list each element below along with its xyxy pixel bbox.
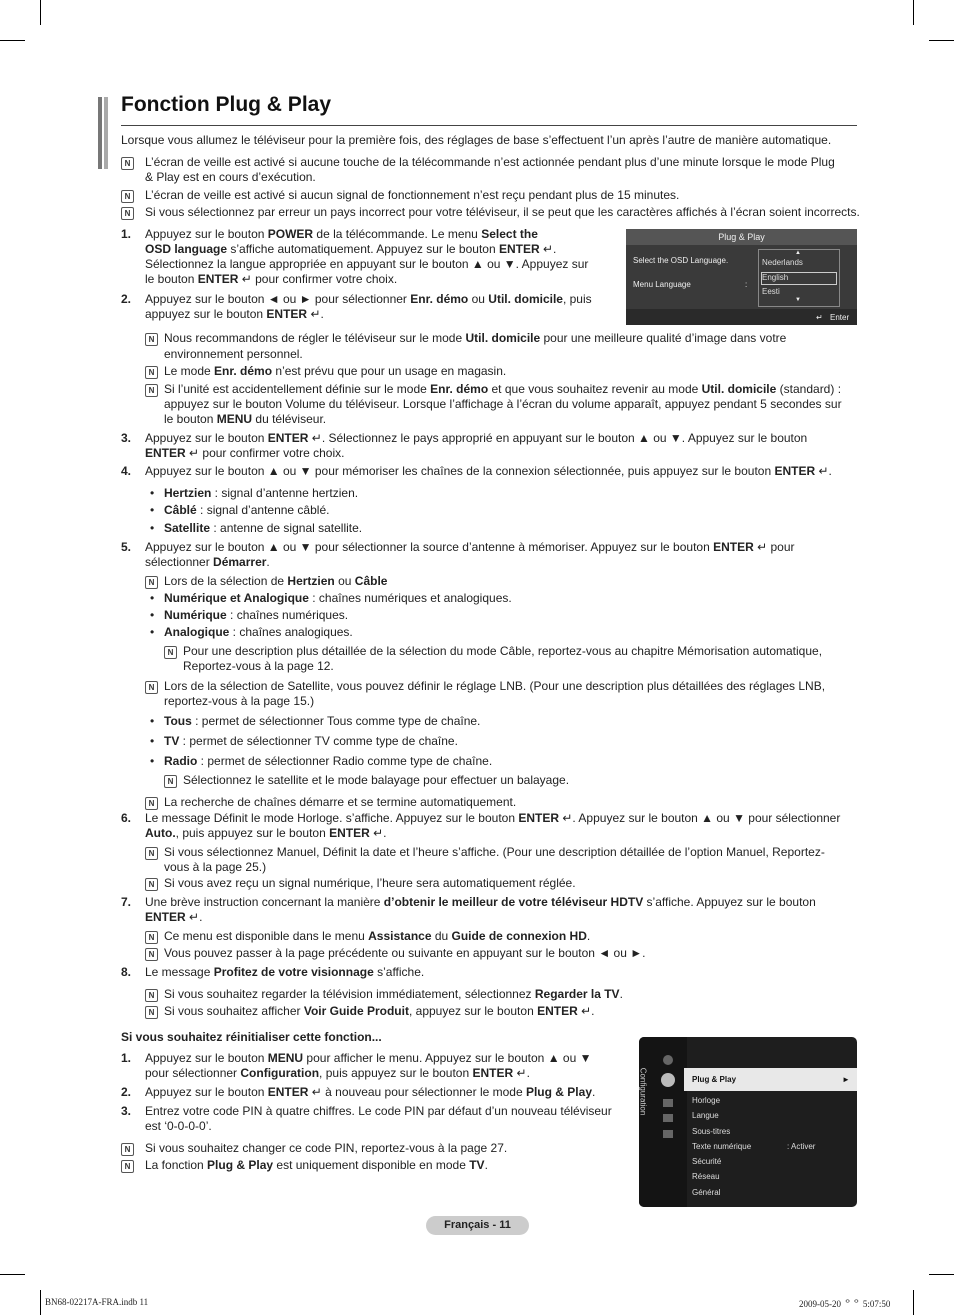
arrow-up-icon: ▲ bbox=[795, 250, 801, 256]
osd-colon: : bbox=[745, 280, 748, 289]
bullet-icon: • bbox=[150, 591, 155, 605]
note bbox=[145, 845, 158, 860]
note-icon: N bbox=[121, 207, 134, 220]
reset-step-3-line-1: Entrez votre code PIN à quatre chiffres. Le code PIN par défaut d’un nouveau téléviseur bbox=[145, 1104, 612, 1118]
note-icon: N bbox=[145, 384, 158, 397]
help-icon bbox=[663, 1130, 673, 1138]
bullet-icon: • bbox=[150, 521, 155, 535]
note-icon: N bbox=[145, 847, 158, 860]
note-icon: N bbox=[145, 1006, 158, 1019]
menu-item-horloge[interactable]: Horloge bbox=[692, 1096, 721, 1105]
step-number: 3. bbox=[121, 431, 132, 445]
bullet-text: Numérique et Analogique : chaînes numériques et analogiques. bbox=[164, 591, 512, 605]
reset-heading: Si vous souhaitez réinitialiser cette fonction... bbox=[121, 1030, 382, 1044]
note-icon: N bbox=[145, 576, 158, 589]
step-5-line-1: Appuyez sur le bouton ▲ ou ▼ pour sélectionner la source d’antenne à mémoriser. Appuyez sur le bouton ENTER ↵ pour bbox=[145, 540, 795, 554]
note-text-cont: le bouton MENU du téléviseur. bbox=[164, 412, 327, 426]
bullet-text: Satellite : antenne de signal satellite. bbox=[164, 521, 363, 535]
step-2-line-1: Appuyez sur le bouton ◄ ou ► pour sélectionner Enr. démo ou Util. domicile, puis bbox=[145, 292, 592, 306]
note-icon: N bbox=[164, 646, 177, 659]
menu-item-reseau[interactable]: Réseau bbox=[692, 1172, 720, 1181]
title-accent-bar bbox=[98, 97, 102, 169]
bullet-text: Numérique : chaînes numériques. bbox=[164, 608, 349, 622]
note-text: Si vous sélectionnez Manuel, Définit la date et l’heure s’affiche. (Pour une description détaillée de l’option Manuel, Reportez- bbox=[164, 845, 825, 859]
intro-text: Lorsque vous allumez le téléviseur pour la première fois, des réglages de base s’effectuent l’un après l’autre de manière automatique. bbox=[121, 133, 832, 147]
menu-item-langue[interactable]: Langue bbox=[692, 1111, 719, 1120]
picture-icon bbox=[663, 1055, 673, 1065]
note-text-cont: vous à la page 25.) bbox=[164, 860, 267, 874]
note-text: Ce menu est disponible dans le menu Assistance du Guide de connexion HD. bbox=[164, 929, 591, 943]
note-text-cont: environnement personnel. bbox=[164, 347, 303, 361]
intro-note-1-text: L’écran de veille est activé si aucune touche de la télécommande n’est actionnée pendant plus d’une minute lorsque le mode Plug bbox=[145, 155, 835, 169]
step-6-line-1: Le message Définit le mode Horloge. s’affiche. Appuyez sur le bouton ENTER ↵. Appuyez sur le bouton ▲ ou ▼ pour sélectionner bbox=[145, 811, 841, 825]
bullet-text: Tous : permet de sélectionner Tous comme type de chaîne. bbox=[164, 714, 481, 728]
bullet-text: Câblé : signal d’antenne câblé. bbox=[164, 503, 330, 517]
note-text-cont: appuyez sur le bouton Volume du téléviseur. Lorsque l’affichage à l’écran du volume apparaît, appuyez pendant 5 secondes sur bbox=[164, 397, 842, 411]
osd-footer bbox=[626, 309, 857, 325]
note-text: La fonction Plug & Play est uniquement disponible en mode TV. bbox=[145, 1158, 488, 1172]
enter-icon: ↵ bbox=[562, 811, 573, 825]
intro-note-2 bbox=[121, 188, 134, 203]
note-text-cont: Reportez-vous à la page 12. bbox=[183, 659, 334, 673]
bullet-text: Radio : permet de sélectionner Radio comme type de chaîne. bbox=[164, 754, 493, 768]
step-1-line-3: Sélectionnez la langue appropriée en appuyant sur le bouton ▲ ou ▼. Appuyez sur bbox=[145, 257, 589, 271]
step-7-line-1: Une brève instruction concernant la manière d’obtenir le meilleur de votre téléviseur HDTV s’affiche. Appuyez sur le bouton bbox=[145, 895, 816, 909]
note-icon: N bbox=[145, 366, 158, 379]
enter-icon: ↵ bbox=[818, 464, 829, 478]
note-icon: N bbox=[121, 190, 134, 203]
note-icon: N bbox=[121, 1143, 134, 1156]
language-option[interactable]: Nederlands bbox=[762, 258, 803, 267]
page-number-pill: Français - 11 bbox=[426, 1216, 529, 1235]
note-text-cont: reportez-vous à la page 15.) bbox=[164, 694, 315, 708]
step-3-line-2: ENTER ↵ pour confirmer votre choix. bbox=[145, 446, 345, 460]
note-icon: N bbox=[145, 333, 158, 346]
intro-note-1 bbox=[121, 155, 134, 170]
osd-setup-menu bbox=[639, 1037, 857, 1207]
step-number: 2. bbox=[121, 1085, 132, 1099]
input-icon bbox=[663, 1099, 673, 1107]
step-number: 4. bbox=[121, 464, 132, 478]
note bbox=[121, 1158, 134, 1173]
note-icon: N bbox=[164, 775, 177, 788]
note-icon: N bbox=[145, 989, 158, 1002]
reset-step-1-line-1: Appuyez sur le bouton MENU pour afficher le menu. Appuyez sur le bouton ▲ ou ▼ bbox=[145, 1051, 592, 1065]
note-text: Nous recommandons de régler le téléviseur sur le mode Util. domicile pour une meilleure qualité d’image dans votre bbox=[164, 331, 787, 345]
title-accent-bar-light bbox=[104, 97, 108, 169]
note-text: Si vous souhaitez afficher Voir Guide Produit, appuyez sur le bouton ENTER ↵. bbox=[164, 1004, 595, 1018]
note-text: Vous pouvez passer à la page précédente ou suivante en appuyant sur le bouton ◄ ou ►. bbox=[164, 946, 646, 960]
menu-item-securite[interactable]: Sécurité bbox=[692, 1157, 722, 1166]
enter-icon: ↵ bbox=[241, 272, 252, 286]
note bbox=[164, 644, 177, 659]
step-2-line-2: appuyez sur le bouton ENTER ↵. bbox=[145, 307, 324, 321]
menu-item-texte-numerique[interactable]: Texte numérique bbox=[692, 1142, 752, 1151]
bullet-text: Hertzien : signal d’antenne hertzien. bbox=[164, 486, 359, 500]
language-option-selected[interactable]: English bbox=[762, 273, 789, 282]
step-number: 1. bbox=[121, 1051, 132, 1065]
arrow-down-icon: ▼ bbox=[795, 297, 801, 303]
step-number: 8. bbox=[121, 965, 132, 979]
step-number: 6. bbox=[121, 811, 132, 825]
menu-item-general[interactable]: Général bbox=[692, 1188, 721, 1197]
step-1-line-2: OSD language s’affiche automatiquement. Appuyez sur le bouton ENTER ↵. bbox=[145, 242, 557, 256]
menu-item-plug-play[interactable]: Plug & Play bbox=[692, 1075, 737, 1084]
language-option[interactable]: Eesti bbox=[762, 287, 780, 296]
note bbox=[145, 679, 158, 694]
step-number: 1. bbox=[121, 227, 132, 241]
enter-icon: ↵ bbox=[310, 307, 321, 321]
note-icon: N bbox=[121, 1160, 134, 1173]
step-7-line-2: ENTER ↵. bbox=[145, 910, 203, 924]
language-listbox[interactable] bbox=[758, 249, 840, 307]
step-number: 3. bbox=[121, 1104, 132, 1118]
osd-language-menu bbox=[626, 229, 857, 325]
menu-item-sous-titres[interactable]: Sous-titres bbox=[692, 1127, 731, 1136]
note-text: Si l’unité est accidentellement définie sur le mode Enr. démo et que vous souhaitez revenir au mode Util. domicile (standard) : bbox=[164, 382, 842, 396]
note-text: Sélectionnez le satellite et le mode balayage pour effectuer un balayage. bbox=[183, 773, 570, 787]
step-number: 2. bbox=[121, 292, 132, 306]
step-1-line-1: Appuyez sur le bouton POWER de la télécommande. Le menu Select the bbox=[145, 227, 538, 241]
note bbox=[145, 876, 158, 891]
support-icon bbox=[663, 1114, 673, 1122]
note bbox=[145, 1004, 158, 1019]
enter-icon: ↵ bbox=[189, 446, 200, 460]
bullet-icon: • bbox=[150, 625, 155, 639]
bullet-text: TV : permet de sélectionner TV comme type de chaîne. bbox=[164, 734, 458, 748]
note bbox=[145, 987, 158, 1002]
note bbox=[145, 795, 158, 810]
note-icon: N bbox=[145, 797, 158, 810]
enter-icon: ↵ bbox=[189, 910, 200, 924]
gear-icon bbox=[661, 1073, 675, 1087]
note bbox=[121, 1141, 134, 1156]
step-1-line-4: le bouton ENTER ↵ pour confirmer votre choix. bbox=[145, 272, 398, 286]
enter-icon: ↵ bbox=[516, 1066, 527, 1080]
reset-step-2: Appuyez sur le bouton ENTER ↵ à nouveau pour sélectionner le mode Plug & Play. bbox=[145, 1085, 596, 1099]
step-5-line-2: sélectionner Démarrer. bbox=[145, 555, 270, 569]
note-icon: N bbox=[145, 931, 158, 944]
osd-label: Menu Language bbox=[633, 280, 691, 289]
note bbox=[145, 574, 158, 589]
step-3-line-1: Appuyez sur le bouton ENTER ↵. Sélectionnez le pays approprié en appuyant sur le bouton ▲ ou ▼. Appuyez sur le bouton bbox=[145, 431, 808, 445]
bullet-icon: • bbox=[150, 714, 155, 728]
note-text: Si vous avez reçu un signal numérique, l’heure sera automatiquement réglée. bbox=[164, 876, 576, 890]
intro-note-1-text-cont: & Play est en cours d’exécution. bbox=[145, 170, 316, 184]
note-icon: N bbox=[145, 681, 158, 694]
enter-icon: ↵ bbox=[757, 540, 768, 554]
osd-enter-label: Enter bbox=[830, 313, 850, 322]
note bbox=[145, 946, 158, 961]
bullet-icon: • bbox=[150, 608, 155, 622]
step-number: 7. bbox=[121, 895, 132, 909]
note bbox=[145, 382, 158, 397]
enter-icon: ↵ bbox=[373, 826, 384, 840]
page-title: Fonction Plug & Play bbox=[121, 93, 332, 116]
intro-note-3-text: Si vous sélectionnez par erreur un pays incorrect pour votre téléviseur, il se peut que les caractères affichés à l’écran soient incorrects. bbox=[145, 205, 860, 219]
note-text: La recherche de chaînes démarre et se termine automatiquement. bbox=[164, 795, 517, 809]
intro-note-2-text: L’écran de veille est activé si aucun signal de fonctionnement n’est reçu pendant plus de 15 minutes. bbox=[145, 188, 680, 202]
bullet-icon: • bbox=[150, 734, 155, 748]
enter-icon: ↵ bbox=[311, 431, 322, 445]
intro-note-3 bbox=[121, 205, 134, 220]
osd-prompt: Select the OSD Language. bbox=[633, 256, 729, 265]
osd-header: Plug & Play bbox=[626, 229, 857, 245]
note bbox=[145, 331, 158, 346]
note-text: Pour une description plus détaillée de la sélection du mode Câble, reportez-vous au chapitre Mémorisation automatique, bbox=[183, 644, 823, 658]
bullet-text: Analogique : chaînes analogiques. bbox=[164, 625, 353, 639]
step-8-line-1: Le message Profitez de votre visionnage s’affiche. bbox=[145, 965, 425, 979]
menu-item-value: : Activer bbox=[787, 1142, 816, 1151]
title-divider bbox=[121, 125, 857, 126]
note-text: Lors de la sélection de Hertzien ou Câble bbox=[164, 574, 388, 588]
note-icon: N bbox=[145, 948, 158, 961]
enter-icon: ↵ bbox=[311, 1085, 322, 1099]
print-timestamp: 2009-05-20 ᄋᄋ 5:07:50 bbox=[799, 1299, 891, 1309]
print-file-info: BN68-02217A-FRA.indb 11 bbox=[45, 1297, 149, 1307]
menu-sidebar bbox=[639, 1037, 687, 1207]
bullet-icon: • bbox=[150, 754, 155, 768]
bullet-icon: • bbox=[150, 486, 155, 500]
enter-icon: ↵ bbox=[816, 313, 823, 322]
note-icon: N bbox=[145, 878, 158, 891]
note bbox=[145, 929, 158, 944]
bullet-icon: • bbox=[150, 503, 155, 517]
note bbox=[164, 773, 177, 788]
note-text: Si vous souhaitez regarder la télévision immédiatement, sélectionnez Regarder la TV. bbox=[164, 987, 623, 1001]
note-text: Le mode Enr. démo n’est prévu que pour un usage en magasin. bbox=[164, 364, 507, 378]
note-text: Si vous souhaitez changer ce code PIN, reportez-vous à la page 27. bbox=[145, 1141, 508, 1155]
note-text: Lors de la sélection de Satellite, vous pouvez définir le réglage LNB. (Pour une description plus détaillées des réglages LNB, bbox=[164, 679, 826, 693]
note-icon: N bbox=[121, 157, 134, 170]
note bbox=[145, 364, 158, 379]
step-number: 5. bbox=[121, 540, 132, 554]
enter-icon: ↵ bbox=[581, 1004, 592, 1018]
reset-step-3-line-2: est ‘0-0-0-0’. bbox=[145, 1119, 212, 1133]
enter-icon: ↵ bbox=[542, 242, 554, 256]
chevron-right-icon: ► bbox=[842, 1075, 850, 1084]
step-4-line-1: Appuyez sur le bouton ▲ ou ▼ pour mémoriser les chaînes de la connexion sélectionnée, puis appuyez sur le bouton ENTER ↵. bbox=[145, 464, 832, 478]
step-6-line-2: Auto., puis appuyez sur le bouton ENTER ↵. bbox=[145, 826, 387, 840]
reset-step-1-line-2: pour sélectionner Configuration, puis appuyez sur le bouton ENTER ↵. bbox=[145, 1066, 530, 1080]
sidebar-label: Configuration bbox=[638, 1067, 648, 1116]
